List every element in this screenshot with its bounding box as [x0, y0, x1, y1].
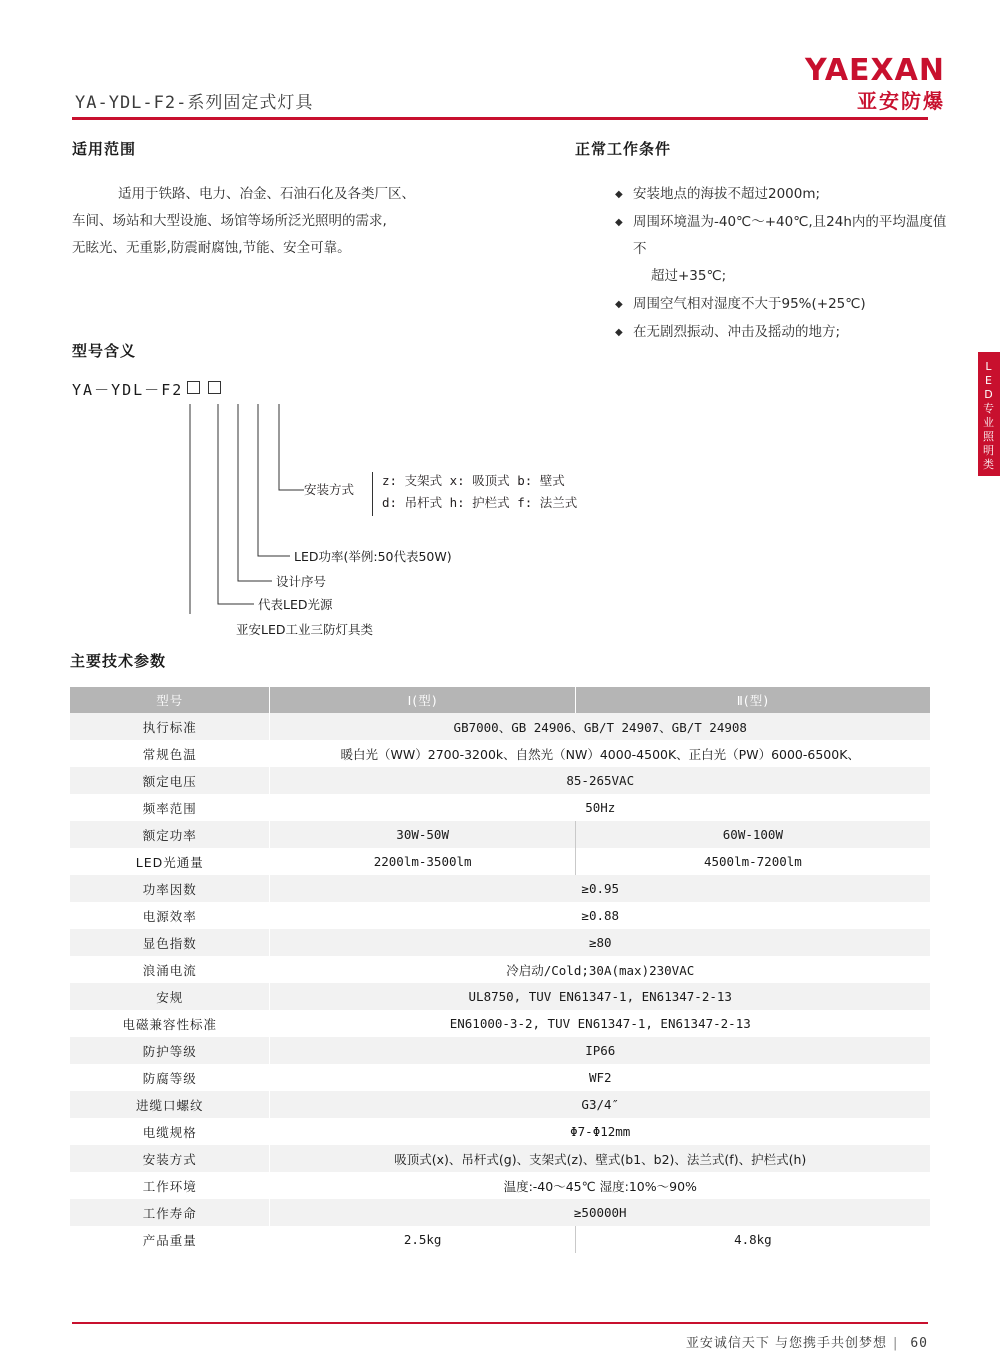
footer-slogan: 亚安诚信天下 与您携手共创梦想	[685, 1336, 887, 1351]
list-item	[615, 291, 955, 318]
model-part-ydl: YDL	[111, 381, 145, 399]
table-row	[70, 713, 930, 740]
row-label: 安规	[70, 983, 270, 1010]
row-value-type-2: 4.8kg	[734, 1232, 772, 1247]
condition-text: 周围空气相对湿度不大于95%(+25℃)	[633, 296, 866, 312]
row-label: 执行标准	[70, 713, 270, 740]
table-row	[70, 1145, 930, 1172]
callout-power: LED功率(举例:50代表50W)	[294, 549, 452, 564]
table-head	[70, 687, 930, 713]
table-row	[70, 875, 930, 902]
scope-line-1: 适用于铁路、电力、冶金、石油石化及各类厂区、	[118, 186, 415, 202]
conditions-section	[575, 138, 955, 360]
row-label: 进缆口螺纹	[70, 1091, 270, 1118]
row-label: 功率因数	[70, 875, 270, 902]
row-value: ≥0.88	[581, 908, 620, 923]
row-value: EN61000-3-2, TUV EN61347-1, EN61347-2-13	[449, 1016, 751, 1031]
row-label: 工作环境	[70, 1172, 270, 1199]
row-value: Φ7-Φ12mm	[570, 1124, 631, 1139]
conditions-heading: 正常工作条件	[575, 140, 672, 158]
table-row	[70, 1199, 930, 1226]
callout-design-no: 设计序号	[276, 574, 327, 589]
brand-name-en: YAEXAN	[804, 53, 945, 88]
table-row	[70, 821, 930, 848]
row-label: 电缆规格	[70, 1118, 270, 1145]
conditions-list	[575, 181, 955, 346]
row-value: WF2	[588, 1070, 612, 1085]
table-row	[70, 1091, 930, 1118]
row-value-type-1: 2.5kg	[270, 1226, 575, 1253]
row-label: 防护等级	[70, 1037, 270, 1064]
table-row	[70, 983, 930, 1010]
row-value: ≥80	[588, 935, 612, 950]
model-dash-1: －	[94, 381, 112, 399]
table-row	[70, 956, 930, 983]
page-title	[75, 88, 313, 113]
row-label: 常规色温	[70, 740, 270, 767]
model-heading: 型号含义	[72, 342, 137, 360]
footer-separator: |	[892, 1336, 899, 1351]
list-item	[615, 181, 955, 208]
table-row	[70, 1064, 930, 1091]
row-value: 吸顶式(x)、吊杆式(g)、支架式(z)、壁式(b1、b2)、法兰式(f)、护栏式(h)	[394, 1151, 807, 1167]
callout-category: 亚安LED工业三防灯具类	[236, 622, 373, 637]
row-label: 浪涌电流	[70, 956, 270, 983]
page-footer	[686, 1332, 928, 1351]
table-row	[70, 902, 930, 929]
table-row	[70, 1118, 930, 1145]
mount-options	[382, 470, 577, 514]
table-row	[70, 1037, 930, 1064]
scope-line-3: 无眩光、无重影,防震耐腐蚀,节能、安全可靠。	[72, 240, 351, 256]
footer-divider	[72, 1322, 928, 1324]
mount-divider	[372, 472, 373, 516]
page-title-cn: 系列固定式灯具	[187, 93, 314, 113]
row-label: 额定功率	[70, 821, 270, 848]
row-value: 冷启动/Cold;30A(max)230VAC	[506, 962, 695, 978]
brand-logo	[804, 53, 945, 113]
model-box-1	[187, 381, 200, 394]
row-label: 安装方式	[70, 1145, 270, 1172]
model-part-f2: F2	[161, 381, 184, 399]
mount-method-label: 安装方式	[304, 482, 355, 497]
page-number: 60	[910, 1336, 928, 1351]
scope-heading: 适用范围	[72, 140, 137, 158]
table-row	[70, 794, 930, 821]
column-header-type-2: Ⅱ(型)	[575, 687, 930, 713]
parameters-section	[70, 650, 930, 1253]
model-diagram	[72, 404, 692, 637]
page-title-code: YA-YDL-F2-	[75, 93, 188, 113]
model-dash-2: －	[144, 381, 162, 399]
model-part-ya: YA	[72, 381, 95, 399]
model-code	[72, 379, 692, 400]
row-value-type-1: 30W-50W	[270, 821, 575, 848]
table-row	[70, 929, 930, 956]
row-value: ≥0.95	[581, 881, 620, 896]
row-value: 温度:-40～45℃ 湿度:10%～90%	[503, 1178, 697, 1194]
callout-led-source: 代表LED光源	[258, 597, 333, 612]
column-header-type-1: Ⅰ(型)	[270, 687, 575, 713]
mount-option-row-2: d: 吊杆式 h: 护栏式 f: 法兰式	[382, 495, 578, 510]
parameters-table	[70, 687, 930, 1253]
row-value: G3/4″	[581, 1097, 620, 1112]
row-label: 频率范围	[70, 794, 270, 821]
table-row	[70, 1172, 930, 1199]
mount-option-row-1: z: 支架式 x: 吸顶式 b: 壁式	[382, 473, 565, 488]
row-value: 85-265VAC	[566, 773, 635, 788]
row-label: 电磁兼容性标准	[70, 1010, 270, 1037]
row-label: 防腐等级	[70, 1064, 270, 1091]
brand-name-cn: 亚安防爆	[857, 89, 945, 113]
row-label: 显色指数	[70, 929, 270, 956]
side-tab-label: LED专业照明类	[983, 360, 995, 471]
parameters-heading: 主要技术参数	[70, 652, 167, 670]
row-value-type-2: 60W-100W	[722, 827, 783, 842]
table-row	[70, 740, 930, 767]
row-label: 产品重量	[70, 1226, 270, 1253]
column-header-model: 型号	[70, 687, 270, 713]
scope-body	[72, 181, 502, 262]
table-row	[70, 767, 930, 794]
table-header-row	[70, 687, 930, 713]
row-value: 50Hz	[585, 800, 616, 815]
table-row	[70, 848, 930, 875]
condition-text: 在无剧烈振动、冲击及摇动的地方;	[633, 324, 841, 340]
list-item	[615, 209, 955, 290]
row-value: IP66	[585, 1043, 616, 1058]
row-label: 电源效率	[70, 902, 270, 929]
model-box-2	[208, 381, 221, 394]
row-value: 暖白光（WW）2700-3200k、自然光（NW）4000-4500K、正白光（PW）6000-6500K、	[340, 746, 860, 762]
row-value: ≥50000H	[573, 1205, 627, 1220]
row-value-type-1: 2200lm-3500lm	[270, 848, 575, 875]
page-header	[0, 0, 1000, 118]
row-label: LED光通量	[70, 848, 270, 875]
row-value-type-2: 4500lm-7200lm	[703, 854, 802, 869]
model-meaning-section	[72, 340, 692, 637]
condition-text-cont: 超过+35℃;	[651, 268, 727, 284]
condition-text: 周围环境温为-40℃～+40℃,且24h内的平均温度值不	[633, 214, 947, 257]
row-value: UL8750, TUV EN61347-1, EN61347-2-13	[468, 989, 732, 1004]
row-label: 工作寿命	[70, 1199, 270, 1226]
header-divider	[72, 117, 928, 120]
scope-section	[72, 138, 502, 262]
condition-text: 安装地点的海拔不超过2000m;	[633, 186, 821, 202]
table-row	[70, 1010, 930, 1037]
side-tab-category	[978, 352, 1000, 476]
row-value: GB7000、GB 24906、GB/T 24907、GB/T 24908	[453, 719, 747, 735]
table-body	[70, 713, 930, 1253]
table-row	[70, 1226, 930, 1253]
row-label: 额定电压	[70, 767, 270, 794]
scope-line-2: 车间、场站和大型设施、场馆等场所泛光照明的需求,	[72, 213, 387, 229]
